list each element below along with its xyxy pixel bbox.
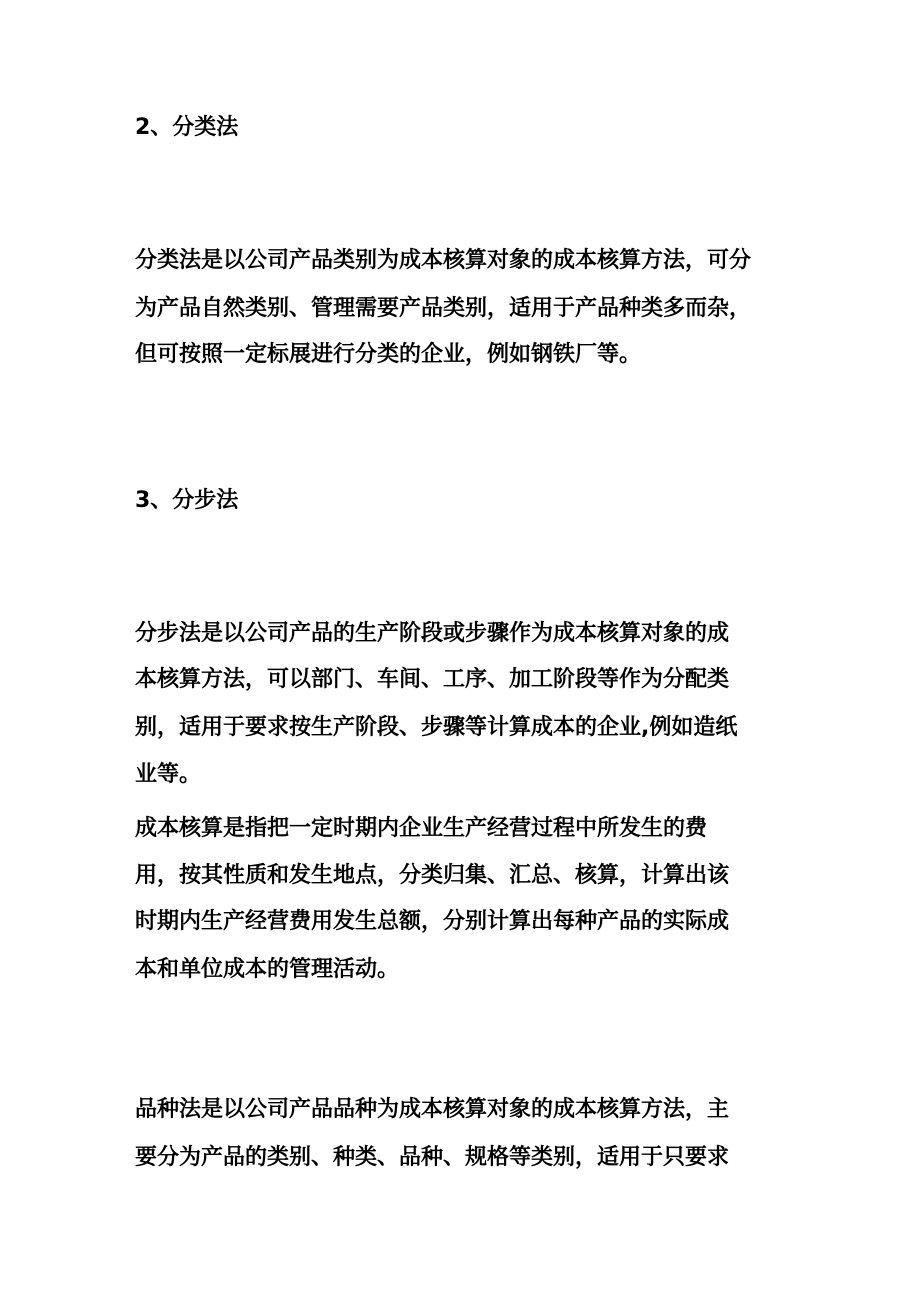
pinzhong-paragraph-line-2: 要分为产品的类别、种类、品种、规格等类别，适用于只要求 bbox=[135, 1145, 730, 1170]
section-3-paragraph-line-4: 业等。 bbox=[135, 762, 202, 787]
section-2-paragraph-line-2: 为产品自然类别、管理需要产品类别，适用于产品种类多而杂， bbox=[135, 296, 752, 321]
section-3-paragraph-line-1: 分步法是以公司产品的生产阶段或步骤作为成本核算对象的成 bbox=[135, 621, 730, 646]
definition-line-1: 成本核算是指把一定时期内企业生产经营过程中所发生的费 bbox=[135, 816, 708, 841]
section-2-heading: 2、分类法 bbox=[135, 115, 239, 140]
pinzhong-paragraph-line-1: 品种法是以公司产品品种为成本核算对象的成本核算方法，主 bbox=[135, 1097, 730, 1122]
section-2-paragraph-line-3: 但可按照一定标展进行分类的企业，例如钢铁厂等。 bbox=[135, 342, 642, 367]
definition-line-2: 用，按其性质和发生地点，分类归集、汇总、核算，计算出该 bbox=[135, 863, 730, 888]
definition-line-3: 时期内生产经营费用发生总额，分别计算出每种产品的实际成 bbox=[135, 909, 730, 934]
definition-line-4: 本和单位成本的管理活动。 bbox=[135, 957, 400, 982]
section-3-paragraph-line-3: 别，适用于要求按生产阶段、步骤等计算成本的企业,例如造纸 bbox=[135, 715, 738, 740]
section-2-paragraph-line-1: 分类法是以公司产品类别为成本核算对象的成本核算方法，可分 bbox=[135, 248, 752, 273]
section-3-heading: 3、分步法 bbox=[135, 488, 239, 513]
section-3-paragraph-line-2: 本核算方法，可以部门、车间、工序、加工阶段等作为分配类 bbox=[135, 667, 730, 692]
